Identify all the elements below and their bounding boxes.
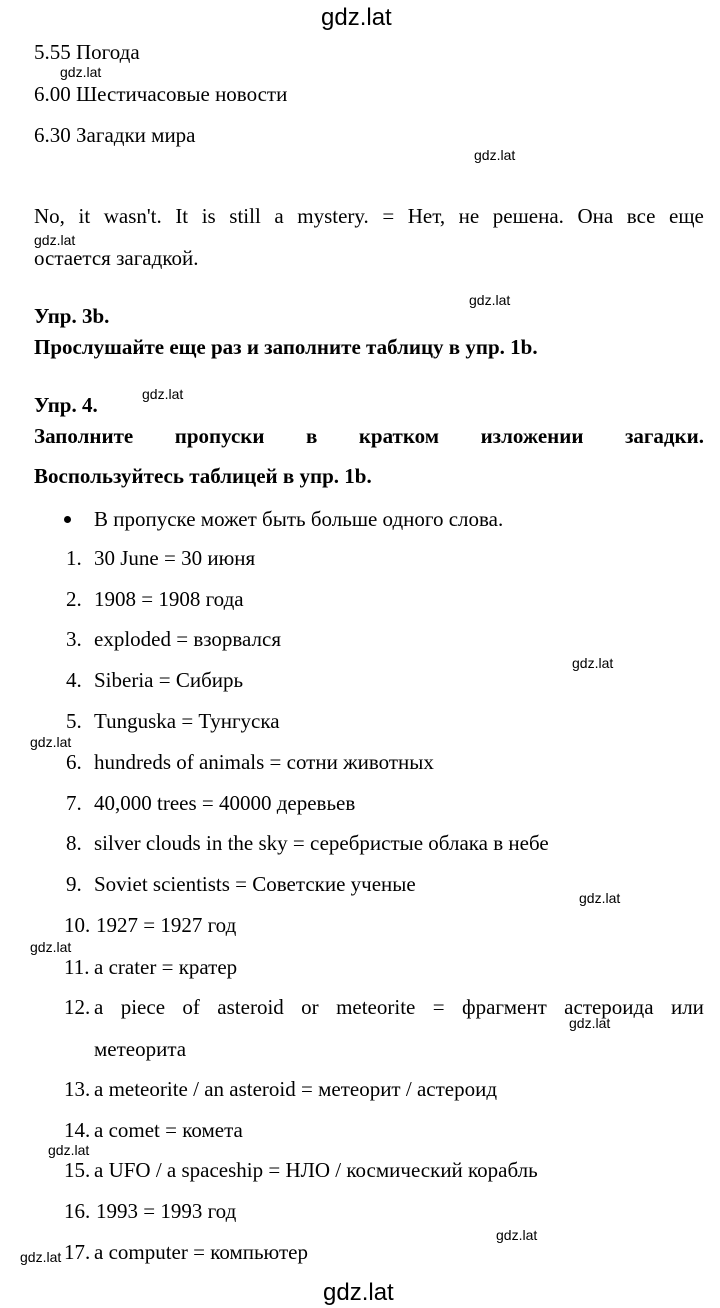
list-item-number: 9.	[66, 872, 82, 896]
list-item: a meteorite / an asteroid = метеорит / астероид	[94, 1077, 498, 1101]
word: кратком	[358, 424, 440, 448]
list-item-number: 3.	[66, 627, 82, 651]
word: Заполните	[34, 424, 134, 448]
list-item-number: 17.	[64, 1240, 91, 1264]
list-item-number: 8.	[66, 831, 82, 855]
word: mystery.	[297, 204, 369, 228]
word: it	[78, 204, 91, 228]
list-item-number: 14.	[64, 1118, 91, 1142]
ex4-instruction-line-1	[34, 426, 704, 447]
list-item: Siberia = Сибирь	[94, 668, 244, 692]
word: meteorite	[336, 995, 416, 1019]
list-item-number: 5.	[66, 709, 82, 733]
list-item-number: 10.	[64, 913, 91, 937]
list-item-number: 1.	[66, 546, 82, 570]
list-item-number: 6.	[66, 750, 82, 774]
word: изложении	[480, 424, 584, 448]
watermark: gdz.lat	[30, 939, 72, 955]
watermark: gdz.lat	[48, 1142, 90, 1158]
list-item: 40,000 trees = 40000 деревьев	[94, 791, 356, 815]
ex4-instruction-line-2: Воспользуйтесь таблицей в упр. 1b.	[34, 464, 372, 488]
list-item-number: 15.	[64, 1158, 91, 1182]
watermark: gdz.lat	[496, 1227, 538, 1243]
answer-line-1	[34, 206, 704, 227]
watermark: gdz.lat	[34, 232, 76, 248]
word: Нет,	[407, 204, 446, 228]
list-item: 30 June = 30 июня	[94, 546, 256, 570]
word: a	[94, 995, 104, 1019]
ex3b-heading: Упр. 3b.	[34, 304, 110, 328]
list-item-number: 2.	[66, 587, 82, 611]
list-item: a UFO / a spaceship = НЛО / космический корабль	[94, 1158, 538, 1182]
schedule-line-2: 6.00 Шестичасовые новости	[34, 82, 288, 106]
ex3b-instruction: Прослушайте еще раз и заполните таблицу в упр. 1b.	[34, 335, 538, 359]
list-item: a crater = кратер	[94, 955, 238, 979]
word: still	[229, 204, 261, 228]
list-item: exploded = взорвался	[94, 627, 282, 651]
word: фрагмент	[461, 995, 547, 1019]
watermark: gdz.lat	[142, 386, 184, 402]
watermark: gdz.lat	[60, 64, 102, 80]
word: asteroid	[217, 995, 284, 1019]
list-item: 1927 = 1927 год	[96, 913, 237, 937]
word: астероида	[564, 995, 654, 1019]
list-item: Soviet scientists = Советские ученые	[94, 872, 416, 896]
word: или	[670, 995, 704, 1019]
word: решена.	[492, 204, 564, 228]
list-item: 1993 = 1993 год	[96, 1199, 237, 1223]
list-item: hundreds of animals = сотни животных	[94, 750, 434, 774]
watermark-bottom: gdz.lat	[323, 1279, 394, 1306]
list-item-number: 7.	[66, 791, 82, 815]
schedule-line-3: 6.30 Загадки мира	[34, 123, 196, 147]
list-item: Tunguska = Тунгуска	[94, 709, 280, 733]
word: =	[382, 204, 395, 228]
ex4-note: В пропуске может быть больше одного слова.	[94, 507, 504, 531]
list-item	[94, 997, 704, 1018]
word: пропуски	[174, 424, 265, 448]
word: все	[626, 204, 656, 228]
list-item-number: 12.	[64, 995, 91, 1019]
word: piece	[120, 995, 166, 1019]
watermark: gdz.lat	[474, 147, 516, 163]
word: не	[458, 204, 480, 228]
word: a	[274, 204, 284, 228]
list-item-number: 16.	[64, 1199, 91, 1223]
word: =	[432, 995, 445, 1019]
word: No,	[34, 204, 65, 228]
word: еще	[669, 204, 704, 228]
bullet-icon	[64, 516, 71, 523]
list-item-number: 13.	[64, 1077, 91, 1101]
list-item-number: 4.	[66, 668, 82, 692]
list-item: a computer = компьютер	[94, 1240, 308, 1264]
word: It	[175, 204, 189, 228]
ex4-heading: Упр. 4.	[34, 393, 98, 417]
watermark-top: gdz.lat	[321, 4, 392, 31]
word: wasn't.	[103, 204, 162, 228]
watermark: gdz.lat	[469, 292, 511, 308]
word: of	[182, 995, 200, 1019]
list-item-number: 11.	[64, 955, 90, 979]
list-item: silver clouds in the sky = серебристые облака в небе	[94, 831, 549, 855]
list-item: 1908 = 1908 года	[94, 587, 244, 611]
answer-line-2: остается загадкой.	[34, 246, 199, 270]
watermark: gdz.lat	[579, 890, 621, 906]
watermark: gdz.lat	[569, 1015, 611, 1031]
word: Она	[577, 204, 614, 228]
list-item-continuation: метеорита	[94, 1037, 187, 1061]
watermark: gdz.lat	[30, 734, 72, 750]
word: загадки.	[624, 424, 704, 448]
word: or	[301, 995, 319, 1019]
list-item: a comet = комета	[94, 1118, 243, 1142]
watermark: gdz.lat	[20, 1249, 62, 1265]
schedule-line-1: 5.55 Погода	[34, 40, 140, 64]
watermark: gdz.lat	[572, 655, 614, 671]
word: в	[305, 424, 318, 448]
word: is	[201, 204, 216, 228]
